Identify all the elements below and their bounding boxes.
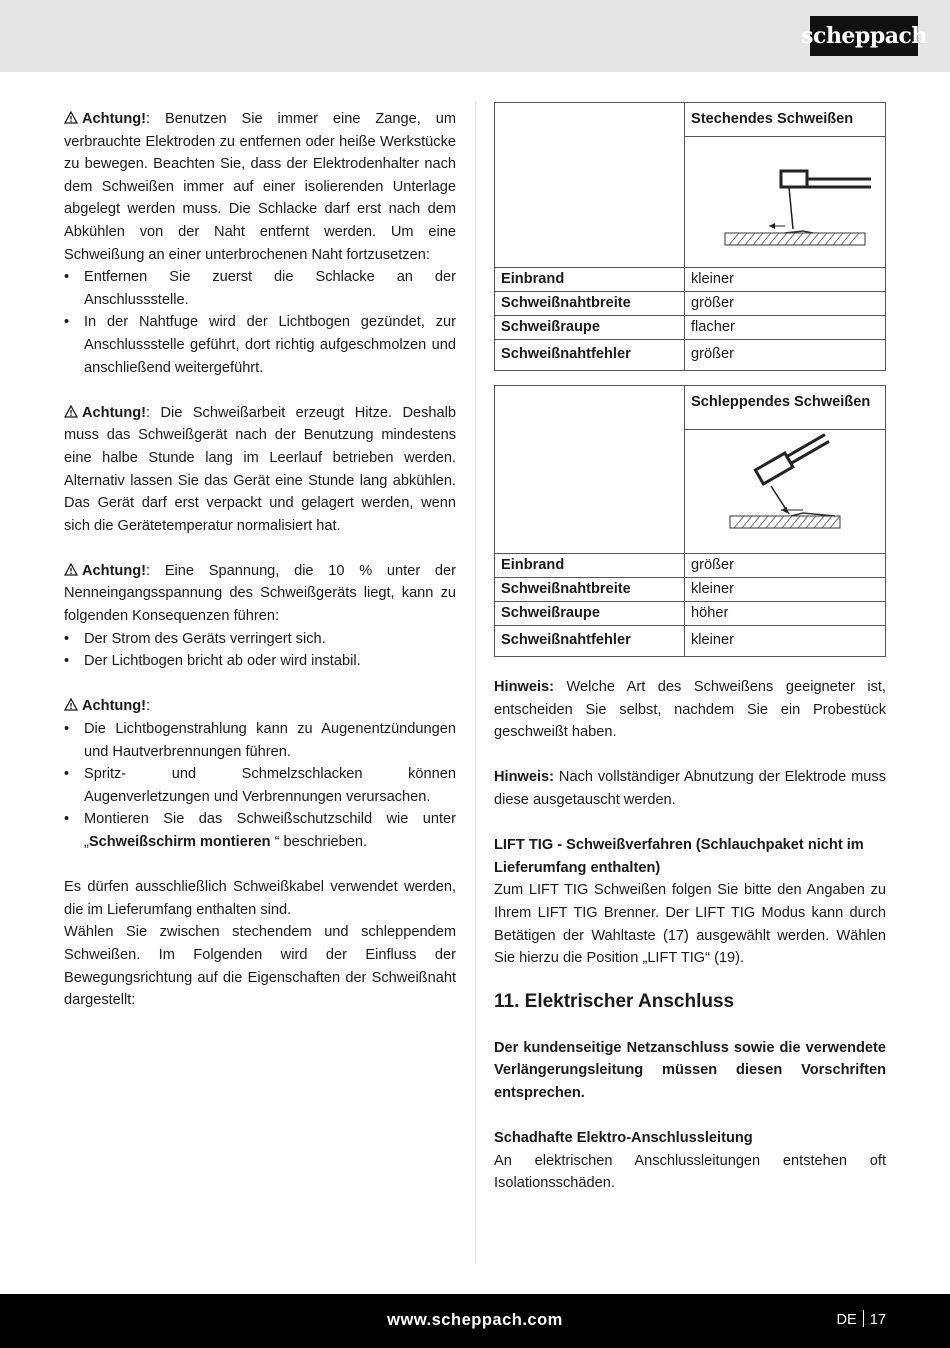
lift-tig-heading: LIFT TIG - Schweißverfahren (Schlauchpaket nicht im Lieferumfang enthalten) [494, 837, 864, 876]
table-row-label: Schweißnahtbreite [495, 291, 685, 315]
list-item: • Spritz- und Schmelzschlacken können Augenverletzungen und Verbrennungen verursachen. [64, 763, 456, 808]
warning-label: Achtung! [82, 404, 147, 421]
bullet-list-4 [64, 718, 456, 854]
table-row-label: Schweißraupe [495, 315, 685, 339]
table-header: Schleppendes Schweißen [685, 386, 886, 430]
table-row-label: Schweißraupe [495, 601, 685, 625]
section-reference: Schweißschirm montieren [88, 834, 271, 850]
warning-triangle-icon [64, 698, 78, 711]
hint-label: Hinweis: [494, 769, 555, 786]
backhand-welding-illustration [685, 430, 886, 554]
page-number: 17 [869, 1312, 886, 1328]
list-item: • In der Nahtfuge wird der Lichtbogen gezündet, zur Anschlussstelle geführt, dort richtig aufgeschmolzen und anschließend weitergeführt. [64, 311, 456, 379]
table-row-value: kleiner [685, 577, 886, 601]
table-row-value: kleiner [685, 267, 886, 291]
warning-text: : Eine Spannung, die 10 % unter der Nenneingangsspannung des Schweißgeräts liegt, kann zu folgenden Konsequenzen führen: [64, 562, 456, 625]
warning-label: Achtung! [82, 698, 147, 715]
table-row-label: Schweißnahtbreite [495, 577, 685, 601]
table-row-value: größer [685, 339, 886, 370]
table-row-value: flacher [685, 315, 886, 339]
list-item: • Der Strom des Geräts verringert sich. [64, 628, 456, 651]
list-item: • Entfernen Sie zuerst die Schlacke an der Anschlussstelle. [64, 266, 456, 311]
list-item [64, 808, 456, 853]
table-row-value: größer [685, 291, 886, 315]
website-link[interactable]: www.scheppach.com [387, 1311, 563, 1329]
hint-label: Hinweis: [494, 679, 555, 695]
right-column [494, 676, 886, 1195]
table-empty-cell [495, 103, 685, 268]
table-header: Stechendes Schweißen [685, 103, 886, 137]
left-column [64, 108, 456, 1012]
list-item: • Die Lichtbogenstrahlung kann zu Augenentzündungen und Hautverbrennungen führen. [64, 718, 456, 763]
table-empty-cell [495, 386, 685, 554]
cable-paragraph: Es dürfen ausschließlich Schweißkabel verwendet werden, die im Lieferumfang enthalten sind. [64, 879, 456, 918]
warning-text: : Die Schweißarbeit erzeugt Hitze. Deshalb muss das Schweißgerät nach der Benutzung mindestens eine halbe Stunde lang im Leerlauf betrieben werden. Alternativ lassen Sie das Gerät eine Stunde lang abkühlen. Das Gerät darf erst verpackt und gelagert werden, wenn sich die Gerätetemperatur normalisiert hat. [64, 404, 456, 534]
warning-paragraph-2 [64, 402, 456, 538]
table-row-value: kleiner [685, 625, 886, 656]
table-row-label: Einbrand [495, 267, 685, 291]
direction-paragraph: Wählen Sie zwischen stechendem und schleppendem Schweißen. Im Folgenden wird der Einfluss der Bewegungsrichtung auf die Eigenschaften der Schweißnaht dargestellt: [64, 924, 456, 1009]
torch-diagram-icon [685, 430, 885, 545]
warning-text: : [146, 698, 151, 715]
page-indicator [836, 1309, 886, 1332]
warning-triangle-icon [64, 111, 78, 124]
warning-triangle-icon [64, 563, 78, 576]
list-item: • Der Lichtbogen bricht ab oder wird instabil. [64, 650, 456, 673]
scheppach-logo: scheppach [810, 16, 918, 56]
table-row-label: Schweißnahtfehler [495, 625, 685, 656]
section-intro: Der kundenseitige Netzanschluss sowie die verwendete Verlängerungsleitung müssen diesen Vorschriften entsprechen. [494, 1039, 886, 1101]
forehand-welding-table [494, 102, 886, 371]
hint-text: Nach vollständiger Abnutzung der Elektrode muss diese ausgetauscht werden. [494, 769, 886, 808]
list-item-suffix: “ beschrieben. [270, 834, 368, 850]
header-bar [0, 0, 950, 72]
hint-paragraph-1 [494, 676, 886, 744]
warning-text: : Benutzen Sie immer eine Zange, um verbrauchte Elektroden zu entfernen oder heiße Werkstücke zu bewegen. Beachten Sie, dass der Elektrodenhalter nach dem Schweißen immer auf einer isolierenden Unterlage abgelegt werden muss. Die Schlacke darf erst nach dem Abkühlen von der Naht entfernt werden. Um eine Schweißung an einer unterbrochenen Naht fortzusetzen: [64, 111, 456, 263]
hint-paragraph-2 [494, 766, 886, 811]
hint-text: Welche Art des Schweißens geeigneter ist, entscheiden Sie selbst, nachdem Sie ein Probestück geschweißt haben. [494, 679, 886, 741]
bullet-list-3 [64, 628, 456, 673]
column-divider [475, 102, 476, 1264]
bullet-list-1 [64, 266, 456, 379]
warning-paragraph-1 [64, 108, 456, 266]
subsection-heading: Schadhafte Elektro-Anschlussleitung [494, 1130, 753, 1147]
section-title: 11. Elektrischer Anschluss [494, 990, 735, 1012]
backhand-welding-table [494, 385, 886, 657]
warning-triangle-icon [64, 405, 78, 418]
lift-tig-text: Zum LIFT TIG Schweißen folgen Sie bitte den Angaben zu Ihrem LIFT TIG Brenner. Der LIFT TIG Modus kann durch Betätigen der Wahltaste (17) ausgewählt werden. Wählen Sie hierzu die Position „LIFT TIG“ (19). [494, 882, 886, 967]
torch-diagram-icon [685, 137, 885, 259]
table-row-value: größer [685, 553, 886, 577]
footer-bar [0, 1294, 950, 1348]
warning-paragraph-3 [64, 560, 456, 628]
table-row-label: Schweißnahtfehler [495, 339, 685, 370]
subsection-text: An elektrischen Anschlussleitungen entstehen oft Isolationsschäden. [494, 1152, 886, 1192]
warning-paragraph-4 [64, 695, 456, 718]
language-code: DE [836, 1312, 857, 1328]
table-row-value: höher [685, 601, 886, 625]
table-row-label: Einbrand [495, 553, 685, 577]
warning-label: Achtung! [82, 111, 147, 127]
forehand-welding-illustration [685, 137, 886, 268]
warning-label: Achtung! [82, 562, 147, 579]
list-item-prefix: Montieren Sie das Schweißschutzschild wie unter „ [84, 811, 456, 850]
